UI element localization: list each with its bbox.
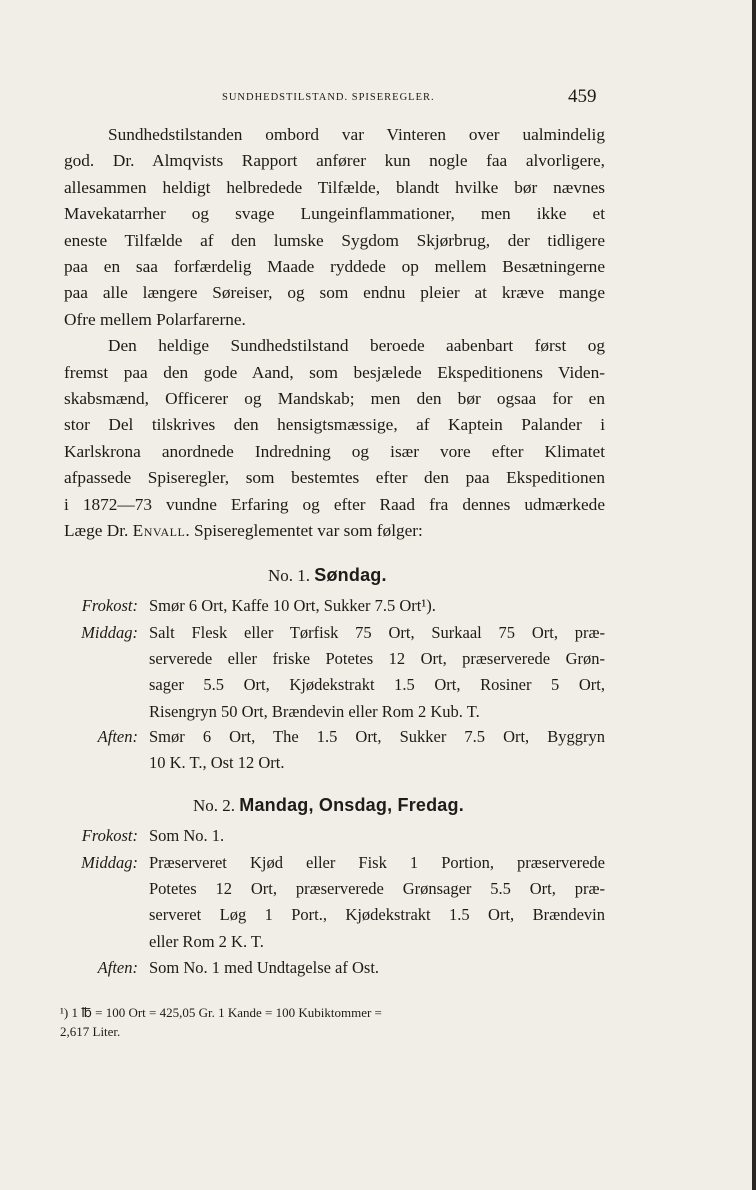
meal-content <box>149 620 605 725</box>
text-fragment: . Spisereglementet var som følger: <box>185 521 423 541</box>
text-line: i 1872—73 vundne Erfaring og efter Raad fra dennes udmærkede <box>64 494 605 514</box>
running-head: SUNDHEDSTILSTAND. SPISEREGLER. <box>222 92 435 103</box>
page-number: 459 <box>568 86 597 107</box>
menu-number: No. 2. <box>193 796 236 815</box>
text-line: paa alle længere Søreiser, og som endnu pleier at kræve mange <box>64 283 605 303</box>
text-line: serverede eller friske Potetes 12 Ort, præserverede Grøn- <box>149 649 605 669</box>
menu-heading-sunday <box>268 565 387 586</box>
author-name: Envall <box>132 521 186 541</box>
text-line: Mavekatarrher og svage Lungeinflammationer, men ikke et <box>64 204 605 224</box>
text-line: fremst paa den gode Aand, som besjælede Ekspeditionens Viden- <box>64 362 605 382</box>
text-line: god. Dr. Almqvists Rapport anfører kun nogle faa alvorligere, <box>64 151 605 171</box>
menu-number: No. 1. <box>268 566 311 585</box>
text-line: allesammen heldigt helbredede Tilfælde, blandt hvilke bør nævnes <box>64 177 605 197</box>
paragraph-diet <box>64 333 605 544</box>
meal-content <box>149 850 605 955</box>
text-line: Smør 6 Ort, The 1.5 Ort, Sukker 7.5 Ort, Byggryn <box>149 727 605 746</box>
menu-heading-mon-wed-fri <box>193 795 464 816</box>
paragraph-health <box>64 122 605 333</box>
menu-title: Søndag. <box>314 565 387 585</box>
footnote-line: 2,617 Liter. <box>60 1024 121 1039</box>
text-line: Salt Flesk eller Tørfisk 75 Ort, Surkaal 75 Ort, præ- <box>149 623 605 642</box>
meal-content <box>149 955 605 981</box>
text-line: Sundhedstilstanden ombord var Vinteren over ualmindelig <box>108 125 605 144</box>
meal-label: Middag: <box>81 623 138 642</box>
text-line <box>64 518 605 544</box>
page-edge-shadow <box>752 0 756 1190</box>
text-line: paa en saa forfærdelig Maade ryddede op mellem Besætningerne <box>64 257 605 277</box>
meal-content <box>149 593 605 619</box>
meal-label: Frokost: <box>81 596 138 615</box>
text-line: Ofre mellem Polarfarerne. <box>64 309 246 329</box>
text-line: eneste Tilfælde af den lumske Sygdom Skjørbrug, der tidligere <box>64 230 605 250</box>
meal-content <box>149 724 605 776</box>
text-line: Den heldige Sundhedstilstand beroede aabenbart først og <box>108 336 605 356</box>
text-line: Karlskrona anordnede Indredning og især vore efter Klimatet <box>64 441 605 461</box>
meal-label: Frokost: <box>81 826 138 845</box>
text-line: stor Del tilskrives den hensigtsmæssige, af Kaptein Palander i <box>64 415 605 435</box>
body-text <box>64 122 605 545</box>
text-fragment: Læge Dr. <box>64 521 133 541</box>
text-line: skabsmænd, Officerer og Mandskab; men den bør ogsaa for en <box>64 389 605 409</box>
text-line: Som No. 1 med Undtagelse af Ost. <box>149 958 380 977</box>
meal-label: Aften: <box>97 727 138 746</box>
text-line: eller Rom 2 K. T. <box>149 931 264 951</box>
footnote <box>60 1003 610 1041</box>
text-line: sager 5.5 Ort, Kjødekstrakt 1.5 Ort, Rosiner 5 Ort, <box>149 675 605 695</box>
footnote-line: ¹) 1 ℔ = 100 Ort = 425,05 Gr. 1 Kande = 100 Kubiktommer = <box>60 1005 382 1020</box>
text-line: serveret Løg 1 Port., Kjødekstrakt 1.5 Ort, Brændevin <box>149 905 605 925</box>
text-line: afpassede Spiseregler, som bestemtes efter den paa Ekspeditionen <box>64 468 605 488</box>
text-line: Præserveret Kjød eller Fisk 1 Portion, præserverede <box>149 853 605 872</box>
text-line: Som No. 1. <box>149 826 225 845</box>
text-line: Risengryn 50 Ort, Brændevin eller Rom 2 Kub. T. <box>149 701 480 721</box>
menu-title: Mandag, Onsdag, Fredag. <box>239 795 464 815</box>
meal-content <box>149 823 605 849</box>
text-line: Smør 6 Ort, Kaffe 10 Ort, Sukker 7.5 Ort¹). <box>149 596 436 615</box>
text-line: Potetes 12 Ort, præserverede Grønsager 5.5 Ort, præ- <box>149 879 605 899</box>
meal-label: Middag: <box>81 853 138 872</box>
meal-label: Aften: <box>97 958 138 977</box>
text-line: 10 K. T., Ost 12 Ort. <box>149 753 285 773</box>
